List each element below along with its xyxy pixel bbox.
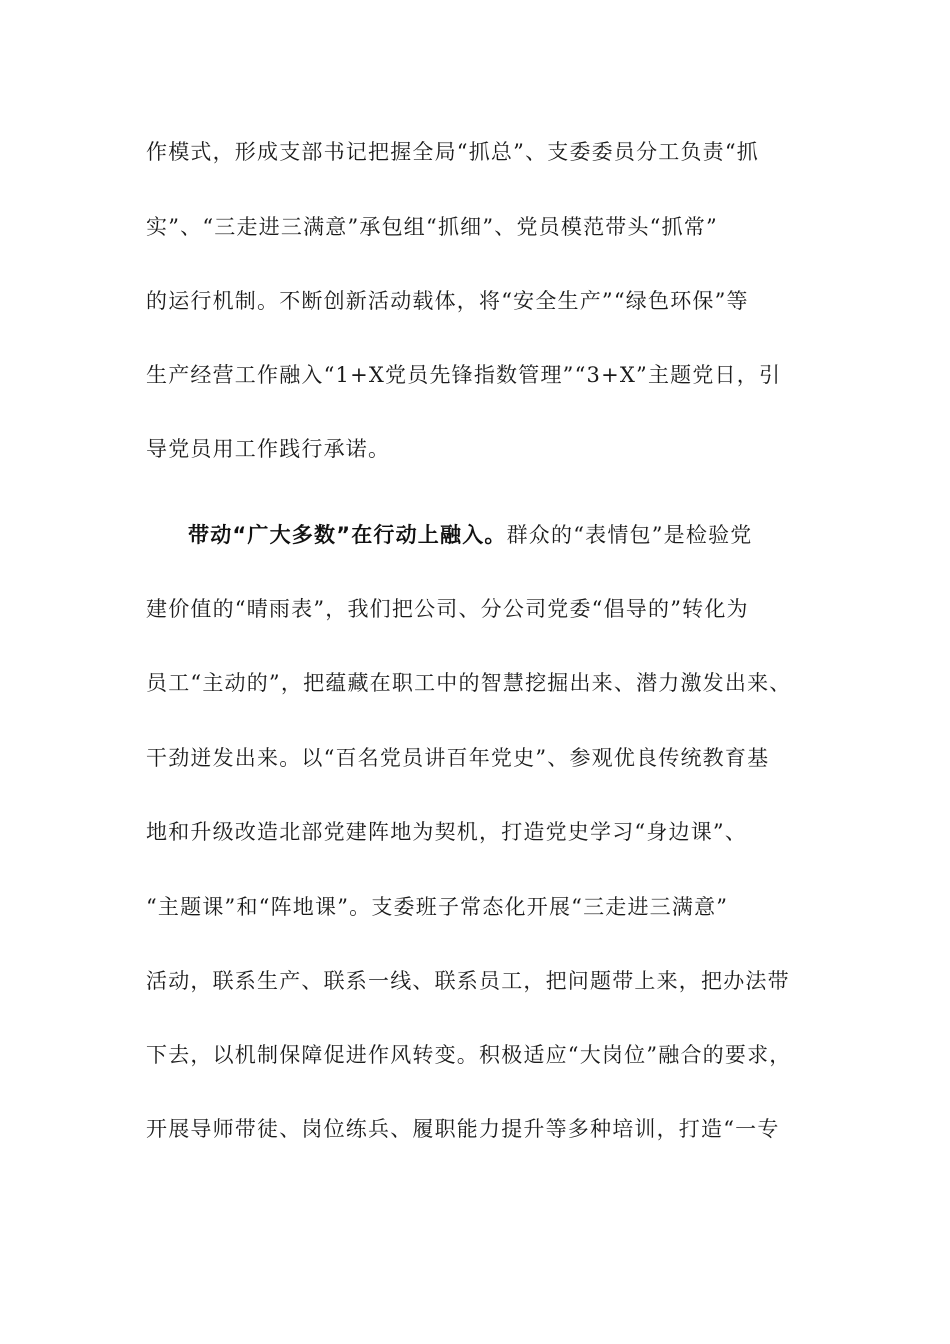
paragraph2-line-6: “主题课”和“阵地课”。支委班子常态化开展“三走进三满意”	[146, 895, 729, 919]
paragraph1-line-3: 的运行机制。不断创新活动载体，将“安全生产”“绿色环保”等	[146, 289, 749, 313]
paragraph1-line-2: 实”、“三走进三满意”承包组“抓细”、党员模范带头“抓常”	[146, 215, 718, 239]
paragraph1-line-4: 生产经营工作融入“1+X党员先锋指数管理”“3+X”主题党日，引	[146, 363, 782, 387]
paragraph2-line-4: 干劲迸发出来。以“百名党员讲百年党史”、参观优良传统教育基	[146, 746, 770, 770]
paragraph2-line-7: 活动，联系生产、联系一线、联系员工，把问题带上来，把办法带	[146, 969, 790, 993]
paragraph1-line-5: 导党员用工作践行承诺。	[146, 437, 391, 461]
paragraph2-line-1	[188, 520, 848, 550]
paragraph2-line-8: 下去，以机制保障促进作风转变。积极适应“大岗位”融合的要求，	[146, 1043, 792, 1067]
paragraph2-heading: 带动“广大多数”在行动上融入。	[188, 523, 507, 547]
paragraph2-line-9: 开展导师带徒、岗位练兵、履职能力提升等多种培训，打造“一专	[146, 1117, 780, 1141]
paragraph2-first-text: 群众的“表情包”是检验党	[506, 523, 753, 547]
paragraph2-line-2: 建价值的“晴雨表”，我们把公司、分公司党委“倡导的”转化为	[146, 597, 749, 621]
paragraph2-line-3: 员工“主动的”，把蕴藏在职工中的智慧挖掘出来、潜力激发出来、	[146, 671, 792, 695]
paragraph1-line-1: 作模式，形成支部书记把握全局“抓总”、支委委员分工负责“抓	[146, 140, 760, 164]
paragraph2-line-5: 地和升级改造北部党建阵地为契机，打造党史学习“身边课”、	[146, 820, 748, 844]
